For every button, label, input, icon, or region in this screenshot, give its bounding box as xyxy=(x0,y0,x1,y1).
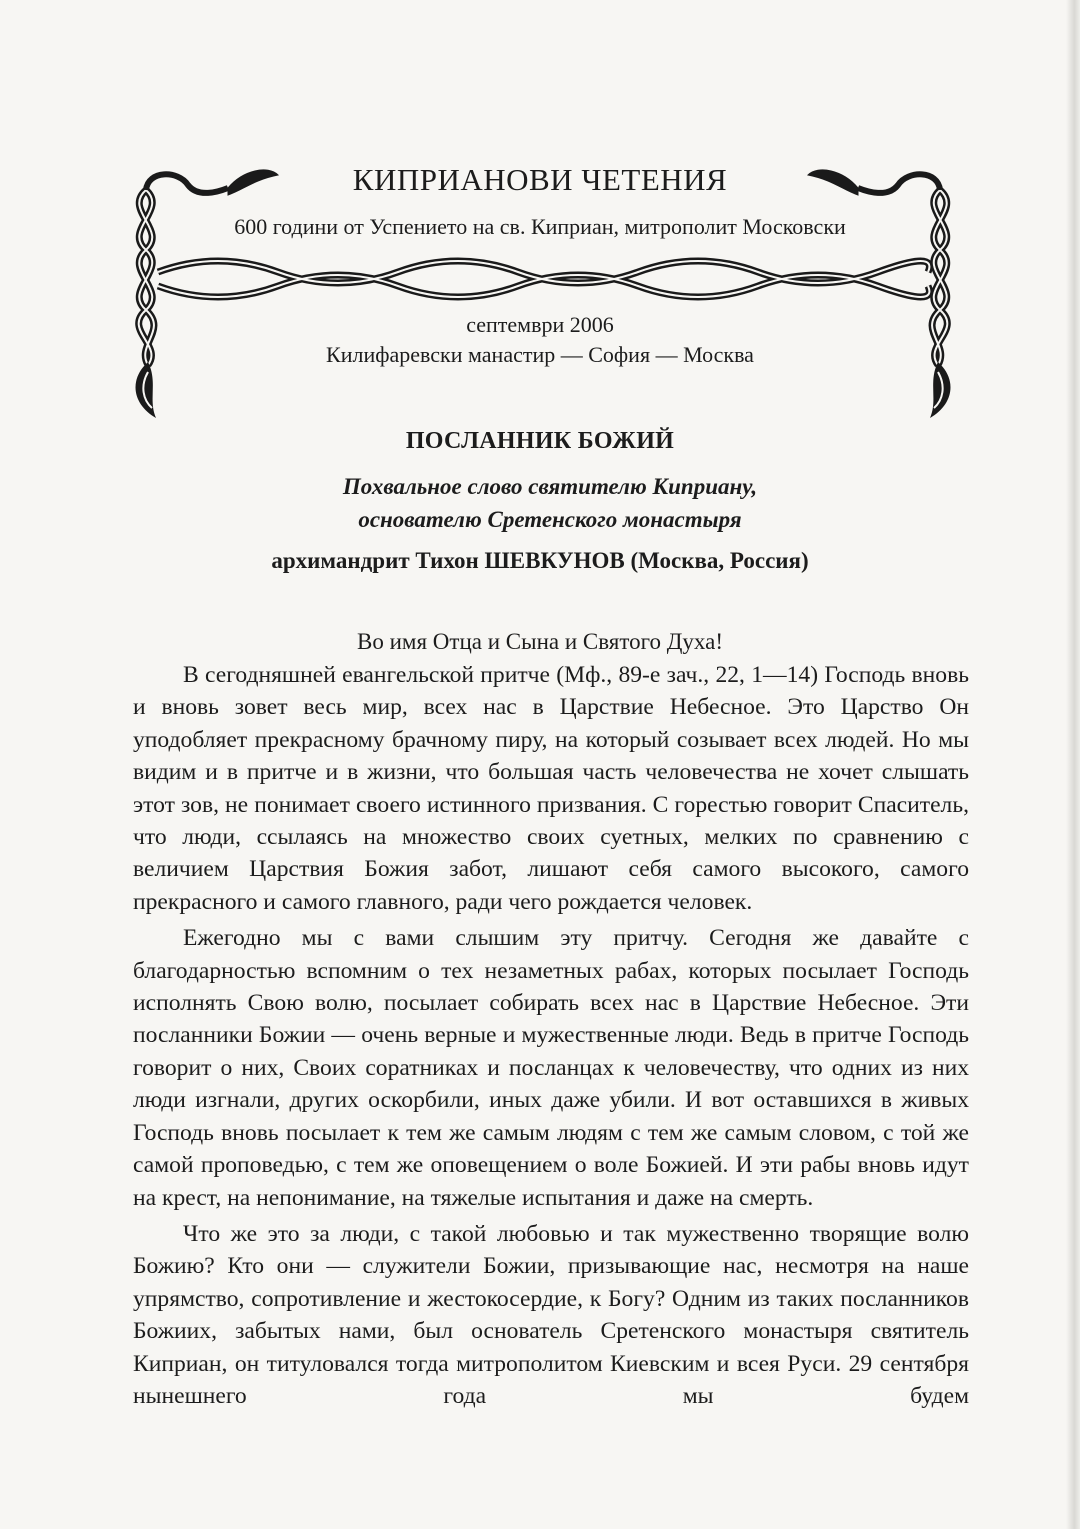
paragraph: Ежегодно мы с вами слышим эту притчу. Сегодня же давайте с благодарностью вспомним о тех незаметных рабах, которых посылает Господь исполнять Свою волю, посылает собирать всех нас в Царствие Небесное. Эти посланники Божии — очень верные и мужественные люди. Ведь в притче Господь говорит о них, Своих соратниках и посланцах к человечеству, что одних из них люди изгнали, других оскорбили, иных даже убили. И вот оставшихся в живых Господь вновь посылает к тем же самым людям с тем же самым словом, с той же самой проповедью, с тем же оповещением о воле Божией. И эти рабы вновь идут на крест, на непонимание, на тяжелые испытания и даже на смерть. xyxy=(133,925,969,1211)
article-author: архимандрит Тихон ШЕВКУНОВ (Москва, Россия) xyxy=(271,548,809,573)
article-title: ПОСЛАННИК БОЖИЙ xyxy=(405,428,675,454)
invocation: Во имя Отца и Сына и Святого Духа! xyxy=(357,629,723,654)
conference-date: септември 2006 xyxy=(466,312,614,337)
article-subtitle-line: Похвальное слово святителю Киприану, xyxy=(342,474,758,499)
series-title: КИПРИАНОВИ ЧЕТЕНИЯ xyxy=(352,162,728,197)
article-subtitle xyxy=(270,470,830,536)
paragraph: Что же это за люди, с такой любовью и так мужественно творящие волю Божию? Кто они — служители Божии, призывающие нас, несмотря на наше упрямство, сопротивление и жестокосердие, к Богу? Одним из таких посланников Божиих, забытых нами, был основатель Сретенского монастыря святитель Киприан, он титуловался тогда митрополитом Киевским и всея Руси. 29 сентября нынешнего года мы будем xyxy=(133,1220,969,1409)
article-subtitle-line: основателю Сретенского монастыря xyxy=(358,507,742,532)
series-subtitle: 600 години от Успението на св. Киприан, митрополит Московски xyxy=(234,214,846,239)
article-body xyxy=(133,659,969,1416)
paragraph: В сегодняшней евангельской притче (Мф., 89-е зач., 22, 1—14) Господь вновь и вновь зовет весь мир, всех нас в Царствие Небесное. Это Царство Он уподобляет прекрасному брачному пиру, на который созывает всех людей. Но мы видим и в притче и в жизни, что большая часть человечества не хочет слышать этот зов, не понимает своего истинного призвания. С горестью говорит Спаситель, что люди, ссылаясь на множество своих суетных, мелких по сравнению с величием Царствия Божия забот, лишают себя самого высокого, самого прекрасного и самого главного, ради чего рождается человек. xyxy=(133,662,969,915)
conference-places: Килифаревски манастир — София — Москва xyxy=(326,342,754,367)
